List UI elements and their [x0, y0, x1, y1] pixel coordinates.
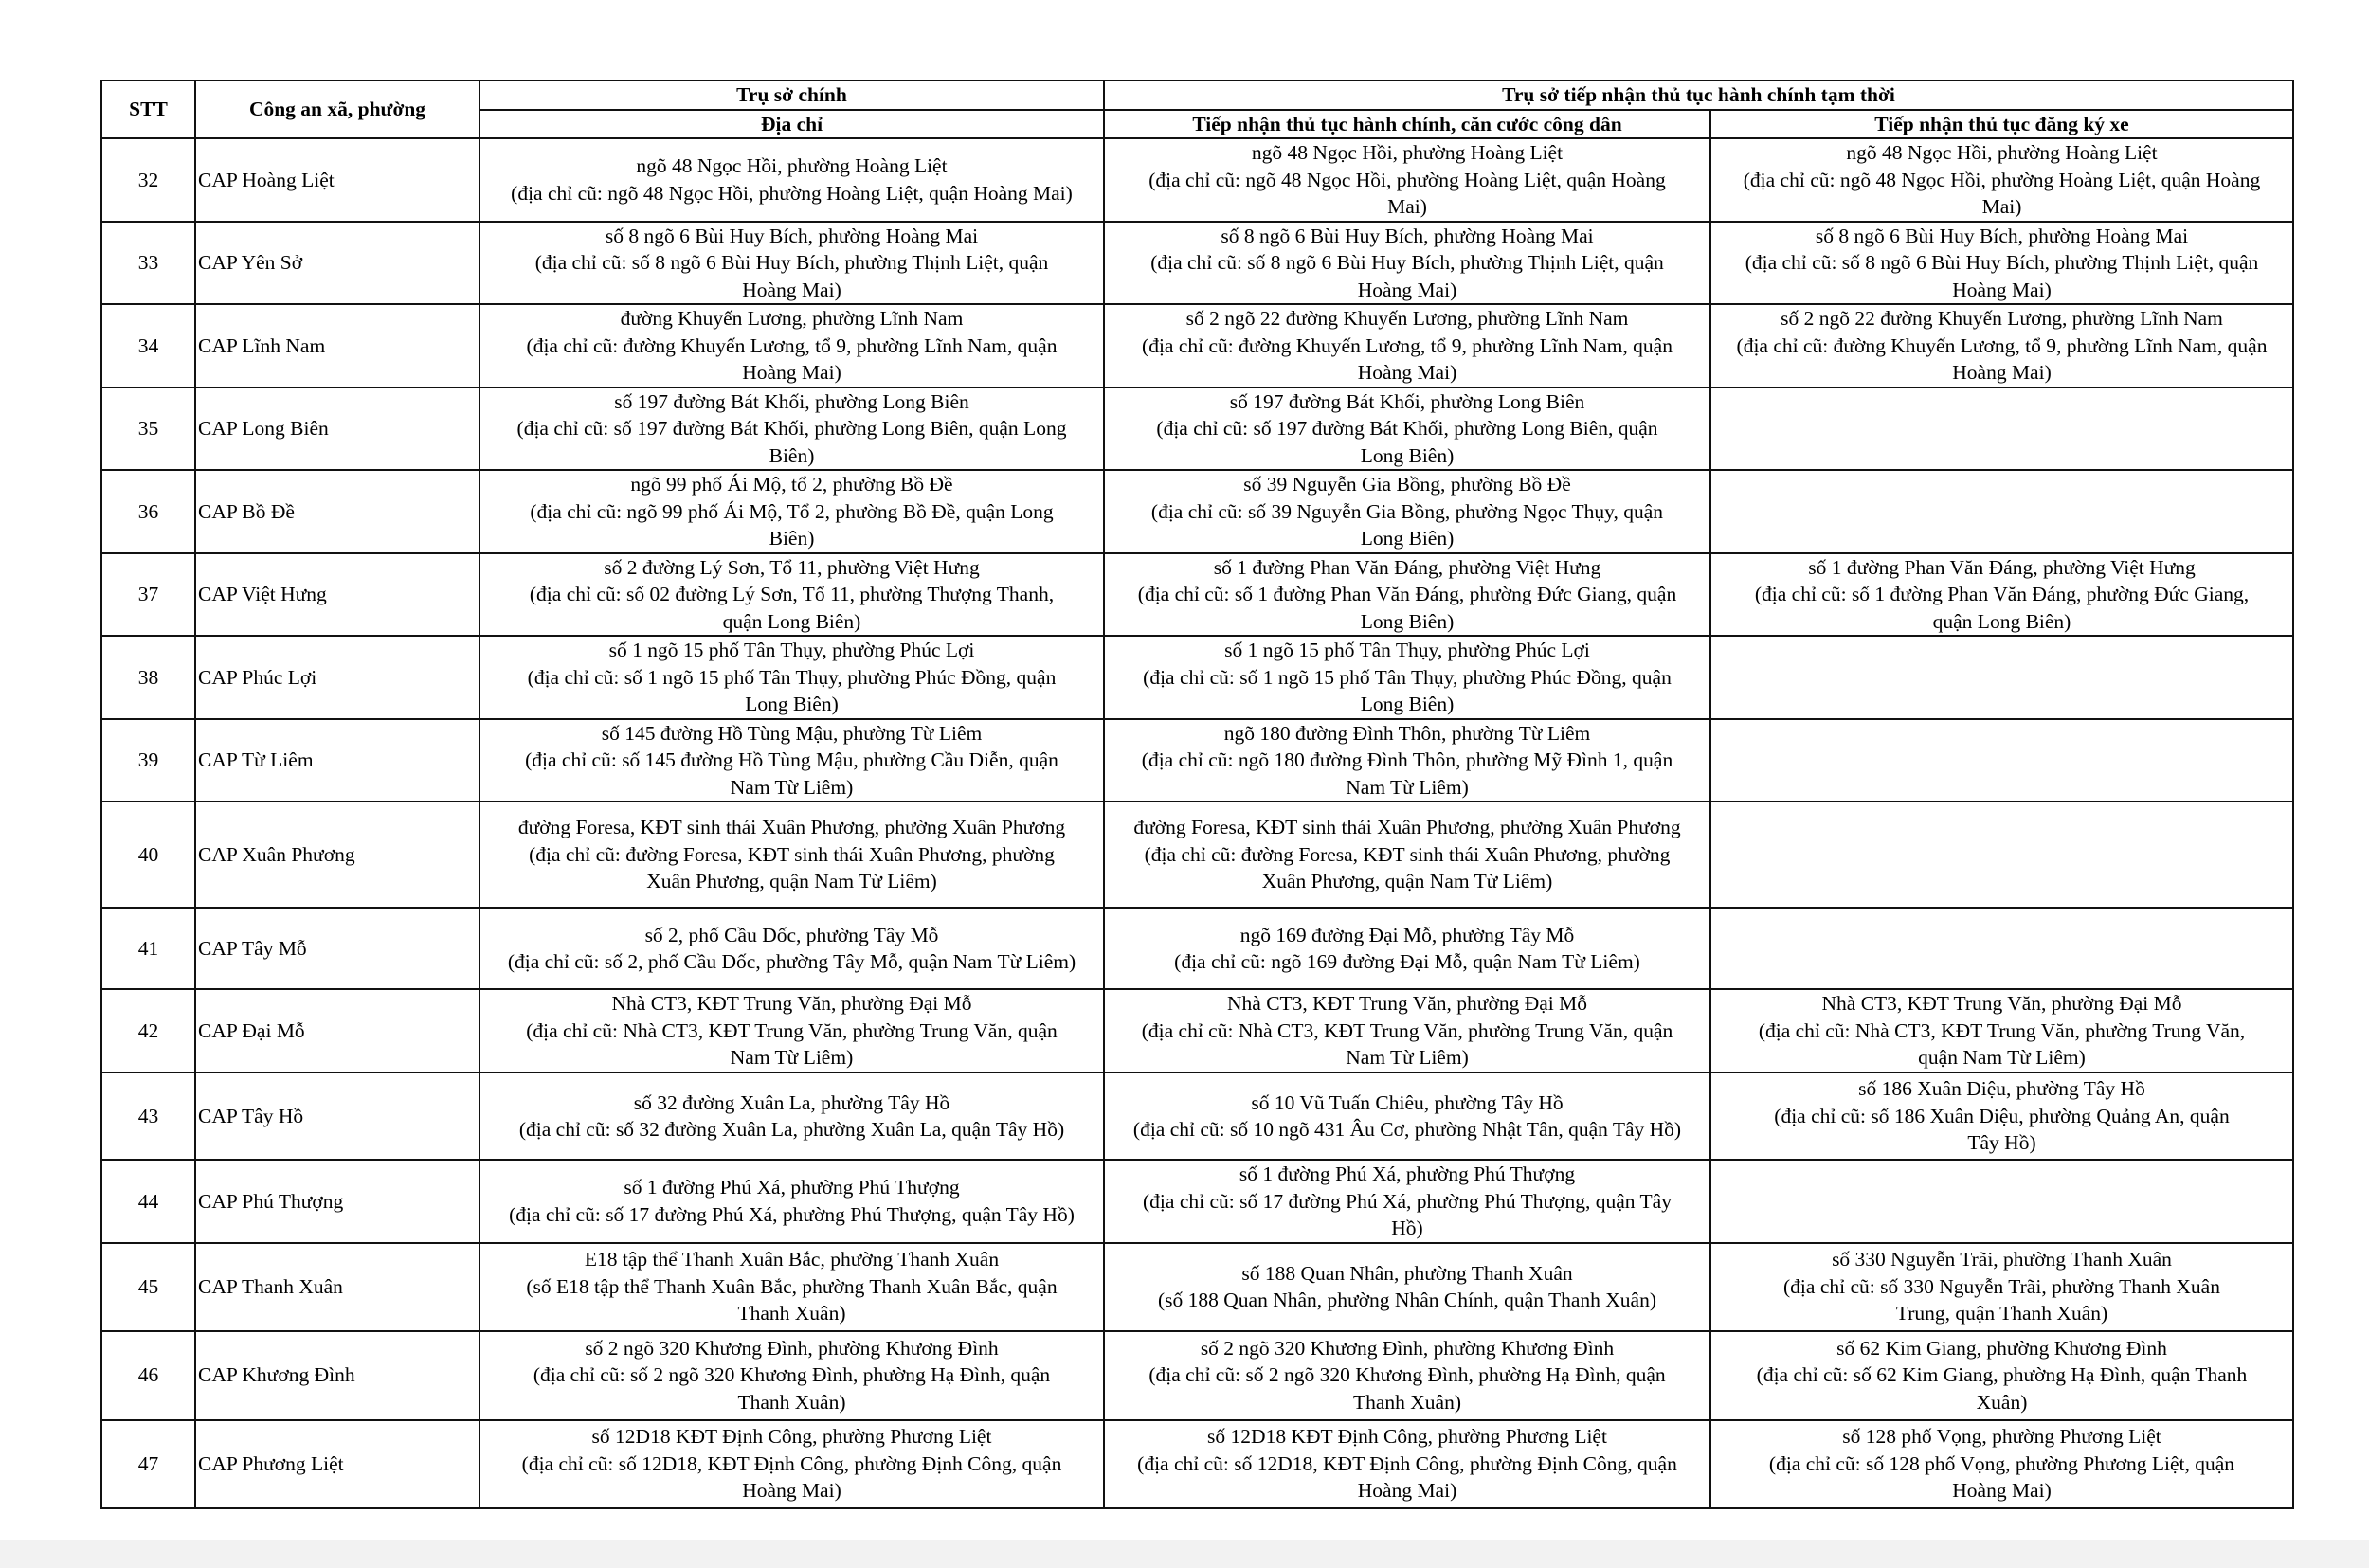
- vehicle-registration-address-line: Tây Hồ): [1967, 1131, 2036, 1155]
- header-main-office: Trụ sở chính: [479, 81, 1104, 110]
- admin-procedure-address-line: ngõ 169 đường Đại Mỗ, phường Tây Mỗ: [1239, 923, 1575, 946]
- row-unit-name: CAP Lĩnh Nam: [195, 304, 479, 387]
- admin-procedure-address-line: số 1 ngõ 15 phố Tân Thụy, phường Phúc Lợi: [1224, 639, 1590, 661]
- admin-procedure-address-line: Nhà CT3, KĐT Trung Văn, phường Đại Mỗ: [1227, 992, 1587, 1016]
- admin-procedure-address-line: (địa chỉ cũ: số 1 đường Phan Văn Đáng, phường Đức Giang, quận: [1137, 583, 1677, 605]
- admin-procedure-address-line: (số 188 Quan Nhân, phường Nhân Chính, quận Thanh Xuân): [1157, 1289, 1656, 1311]
- table-header: [101, 81, 2293, 138]
- vehicle-registration-address-cell: [1710, 719, 2293, 802]
- table-row: [101, 553, 2293, 637]
- admin-procedure-address-cell: [1104, 1243, 1710, 1331]
- vehicle-registration-address-line: số 62 Kim Giang, phường Khương Đình: [1836, 1336, 2167, 1360]
- row-stt: 39: [101, 719, 195, 802]
- main-office-address-line: số 2 ngõ 320 Khương Đình, phường Khương Đình: [585, 1336, 999, 1360]
- admin-procedure-address-line: Thanh Xuân): [1352, 1390, 1462, 1414]
- row-unit-name: CAP Xuân Phương: [195, 802, 479, 908]
- admin-procedure-address-cell: [1104, 1420, 1710, 1508]
- admin-procedure-address-line: số 10 Vũ Tuấn Chiêu, phường Tây Hồ: [1251, 1090, 1564, 1114]
- row-unit-name: CAP Từ Liêm: [195, 719, 479, 802]
- admin-procedure-address-cell: [1104, 636, 1710, 719]
- main-office-address-cell: [479, 470, 1104, 553]
- row-stt: 36: [101, 470, 195, 553]
- main-office-address-line: (địa chỉ cũ: số 32 đường Xuân La, phường Xuân La, quận Tây Hồ): [518, 1118, 1065, 1141]
- table-row: [101, 908, 2293, 989]
- main-office-address-line: số 145 đường Hồ Tùng Mậu, phường Từ Liêm: [601, 721, 983, 745]
- table-row: [101, 802, 2293, 908]
- admin-procedure-address-line: (địa chỉ cũ: Nhà CT3, KĐT Trung Văn, phường Trung Văn, quận: [1141, 1018, 1673, 1042]
- header-unit: Công an xã, phường: [195, 81, 479, 138]
- admin-procedure-address-cell: [1104, 387, 1710, 471]
- vehicle-registration-address-line: (địa chỉ cũ: số 1 đường Phan Văn Đáng, phường Đức Giang,: [1754, 583, 2250, 605]
- main-office-address-line: (địa chỉ cũ: số 2, phố Cầu Dốc, phường Tây Mỗ, quận Nam Từ Liêm): [507, 950, 1076, 973]
- vehicle-registration-address-line: số 330 Nguyễn Trãi, phường Thanh Xuân: [1832, 1248, 2172, 1271]
- row-unit-name: CAP Phúc Lợi: [195, 636, 479, 719]
- admin-procedure-address-line: Hoàng Mai): [1357, 1479, 1457, 1503]
- admin-procedure-address-line: (địa chỉ cũ: số 10 ngõ 431 Âu Cơ, phường Nhật Tân, quận Tây Hồ): [1132, 1118, 1682, 1141]
- vehicle-registration-address-line: (địa chỉ cũ: ngõ 48 Ngọc Hồi, phường Hoàng Liệt, quận Hoàng: [1743, 168, 2261, 191]
- main-office-address-line: quận Long Biên): [722, 609, 861, 633]
- table-row: [101, 1331, 2293, 1420]
- main-office-address-line: Hoàng Mai): [742, 361, 841, 384]
- row-unit-name: CAP Long Biên: [195, 387, 479, 471]
- row-stt: 47: [101, 1420, 195, 1508]
- row-stt: 32: [101, 138, 195, 222]
- main-office-address-line: Nhà CT3, KĐT Trung Văn, phường Đại Mỗ: [611, 992, 972, 1016]
- main-office-address-cell: [479, 908, 1104, 989]
- admin-procedure-address-line: đường Foresa, KĐT sinh thái Xuân Phương, phường Xuân Phương: [1133, 816, 1681, 839]
- admin-procedure-address-line: (địa chỉ cũ: số 8 ngõ 6 Bùi Huy Bích, phường Thịnh Liệt, quận: [1150, 251, 1664, 274]
- vehicle-registration-address-line: Hoàng Mai): [1952, 278, 2052, 301]
- main-office-address-cell: [479, 304, 1104, 387]
- main-office-address-line: Hoàng Mai): [742, 278, 841, 301]
- table-row: [101, 222, 2293, 305]
- header-vehicle: Tiếp nhận thủ tục đăng ký xe: [1710, 110, 2293, 139]
- vehicle-registration-address-line: Hoàng Mai): [1952, 361, 2052, 384]
- table-row: [101, 1420, 2293, 1508]
- admin-procedure-address-cell: [1104, 908, 1710, 989]
- header-address: Địa chỉ: [479, 110, 1104, 139]
- main-office-address-line: đường Khuyến Lương, phường Lĩnh Nam: [620, 307, 964, 330]
- main-office-address-cell: [479, 1420, 1104, 1508]
- admin-procedure-address-line: số 1 đường Phan Văn Đáng, phường Việt Hưng: [1213, 555, 1601, 579]
- admin-procedure-address-line: Nam Từ Liêm): [1346, 1046, 1469, 1070]
- vehicle-registration-address-line: số 2 ngõ 22 đường Khuyến Lương, phường Lĩnh Nam: [1781, 307, 2223, 330]
- vehicle-registration-address-cell: [1710, 802, 2293, 908]
- admin-procedure-address-line: ngõ 48 Ngọc Hồi, phường Hoàng Liệt: [1251, 141, 1564, 164]
- main-office-address-line: Thanh Xuân): [737, 1390, 846, 1414]
- main-office-address-line: Hoàng Mai): [742, 1479, 841, 1503]
- main-office-address-cell: [479, 138, 1104, 222]
- table-body: [101, 138, 2293, 1508]
- admin-procedure-address-line: Long Biên): [1360, 609, 1455, 633]
- admin-procedure-address-line: (địa chỉ cũ: số 12D18, KĐT Định Công, phường Định Công, quận: [1137, 1451, 1677, 1475]
- row-unit-name: CAP Đại Mỗ: [195, 989, 479, 1072]
- main-office-address-cell: [479, 1160, 1104, 1243]
- vehicle-registration-address-line: quận Long Biên): [1932, 609, 2071, 633]
- main-office-address-line: (số E18 tập thể Thanh Xuân Bắc, phường Thanh Xuân Bắc, quận: [526, 1274, 1058, 1298]
- vehicle-registration-address-line: số 128 phố Vọng, phường Phương Liệt: [1842, 1425, 2161, 1449]
- vehicle-registration-address-line: Mai): [1981, 195, 2022, 218]
- table-row: [101, 719, 2293, 802]
- main-office-address-line: (địa chỉ cũ: số 2 ngõ 320 Khương Đình, phường Hạ Đình, quận: [533, 1363, 1051, 1387]
- main-office-address-cell: [479, 989, 1104, 1072]
- row-unit-name: CAP Tây Mỗ: [195, 908, 479, 989]
- row-stt: 37: [101, 553, 195, 637]
- table-row: [101, 470, 2293, 553]
- main-office-address-line: Long Biên): [745, 693, 839, 715]
- vehicle-registration-address-line: ngõ 48 Ngọc Hồi, phường Hoàng Liệt: [1846, 141, 2158, 164]
- police-office-table: [100, 80, 2294, 1509]
- vehicle-registration-address-line: (địa chỉ cũ: số 186 Xuân Diệu, phường Quảng An, quận: [1774, 1104, 2230, 1127]
- admin-procedure-address-cell: [1104, 304, 1710, 387]
- admin-procedure-address-line: (địa chỉ cũ: ngõ 169 đường Đại Mỗ, quận Nam Từ Liêm): [1174, 950, 1640, 973]
- vehicle-registration-address-line: (địa chỉ cũ: đường Khuyến Lương, tổ 9, phường Lĩnh Nam, quận: [1736, 333, 2268, 357]
- row-stt: 35: [101, 387, 195, 471]
- main-office-address-line: số 1 ngõ 15 phố Tân Thụy, phường Phúc Lợi: [608, 639, 975, 661]
- main-office-address-line: (địa chỉ cũ: số 1 ngõ 15 phố Tân Thụy, phường Phúc Đồng, quận: [527, 665, 1057, 689]
- admin-procedure-address-line: (địa chỉ cũ: số 197 đường Bát Khối, phường Long Biên, quận: [1156, 417, 1658, 440]
- admin-procedure-address-line: số 197 đường Bát Khối, phường Long Biên: [1229, 389, 1585, 413]
- admin-procedure-address-cell: [1104, 802, 1710, 908]
- row-unit-name: CAP Khương Đình: [195, 1331, 479, 1420]
- main-office-address-cell: [479, 387, 1104, 471]
- admin-procedure-address-cell: [1104, 470, 1710, 553]
- main-office-address-line: Biên): [769, 527, 815, 550]
- row-unit-name: CAP Tây Hồ: [195, 1072, 479, 1160]
- main-office-address-line: số 2 đường Lý Sơn, Tổ 11, phường Việt Hưng: [604, 555, 980, 579]
- table-row: [101, 636, 2293, 719]
- vehicle-registration-address-cell: [1710, 304, 2293, 387]
- admin-procedure-address-cell: [1104, 553, 1710, 637]
- admin-procedure-address-line: (địa chỉ cũ: số 39 Nguyễn Gia Bồng, phường Ngọc Thụy, quận: [1150, 499, 1664, 523]
- main-office-address-line: số 12D18 KĐT Định Công, phường Phương Liệt: [591, 1425, 992, 1449]
- row-stt: 41: [101, 908, 195, 989]
- main-office-address-cell: [479, 1072, 1104, 1160]
- vehicle-registration-address-line: Xuân): [1976, 1390, 2028, 1414]
- vehicle-registration-address-cell: [1710, 989, 2293, 1072]
- vehicle-registration-address-cell: [1710, 553, 2293, 637]
- main-office-address-line: Xuân Phương, quận Nam Từ Liêm): [646, 870, 937, 893]
- main-office-address-line: (địa chỉ cũ: số 197 đường Bát Khối, phường Long Biên, quận Long: [516, 417, 1067, 440]
- table-row: [101, 387, 2293, 471]
- row-unit-name: CAP Phú Thượng: [195, 1160, 479, 1243]
- vehicle-registration-address-line: (địa chỉ cũ: số 8 ngõ 6 Bùi Huy Bích, phường Thịnh Liệt, quận: [1745, 251, 2259, 274]
- main-office-address-cell: [479, 553, 1104, 637]
- admin-procedure-address-line: số 12D18 KĐT Định Công, phường Phương Liệt: [1207, 1425, 1607, 1449]
- header-temp-office: Trụ sở tiếp nhận thủ tục hành chính tạm thời: [1104, 81, 2293, 110]
- vehicle-registration-address-line: số 186 Xuân Diệu, phường Tây Hồ: [1858, 1077, 2145, 1101]
- admin-procedure-address-line: (địa chỉ cũ: ngõ 48 Ngọc Hồi, phường Hoàng Liệt, quận Hoàng: [1148, 168, 1666, 191]
- main-office-address-line: (địa chỉ cũ: ngõ 99 phố Ái Mộ, Tổ 2, phường Bồ Đề, quận Long: [530, 499, 1054, 523]
- vehicle-registration-address-line: Hoàng Mai): [1952, 1479, 2052, 1503]
- row-stt: 33: [101, 222, 195, 305]
- row-stt: 45: [101, 1243, 195, 1331]
- admin-procedure-address-line: Long Biên): [1360, 527, 1455, 550]
- row-stt: 34: [101, 304, 195, 387]
- vehicle-registration-address-cell: [1710, 908, 2293, 989]
- table-row: [101, 304, 2293, 387]
- admin-procedure-address-line: ngõ 180 đường Đình Thôn, phường Từ Liêm: [1223, 721, 1591, 745]
- admin-procedure-address-line: Long Biên): [1360, 693, 1455, 715]
- admin-procedure-address-line: số 39 Nguyễn Gia Bồng, phường Bồ Đề: [1243, 473, 1571, 496]
- row-unit-name: CAP Việt Hưng: [195, 553, 479, 637]
- main-office-address-line: số 2, phố Cầu Dốc, phường Tây Mỗ: [644, 923, 939, 946]
- main-office-address-line: số 32 đường Xuân La, phường Tây Hồ: [633, 1090, 950, 1114]
- table-row: [101, 1160, 2293, 1243]
- admin-procedure-address-line: (địa chỉ cũ: số 17 đường Phú Xá, phường Phú Thượng, quận Tây: [1143, 1189, 1672, 1213]
- main-office-address-line: Nam Từ Liêm): [730, 1046, 854, 1070]
- table-row: [101, 138, 2293, 222]
- table-row: [101, 1243, 2293, 1331]
- row-unit-name: CAP Yên Sở: [195, 222, 479, 305]
- main-office-address-line: số 197 đường Bát Khối, phường Long Biên: [614, 389, 969, 413]
- table-row: [101, 989, 2293, 1072]
- main-office-address-line: ngõ 99 phố Ái Mộ, tổ 2, phường Bồ Đề: [630, 473, 953, 496]
- admin-procedure-address-line: số 2 ngõ 320 Khương Đình, phường Khương Đình: [1200, 1336, 1615, 1360]
- vehicle-registration-address-cell: [1710, 138, 2293, 222]
- vehicle-registration-address-line: Trung, quận Thanh Xuân): [1895, 1302, 2108, 1325]
- admin-procedure-address-line: (địa chỉ cũ: ngõ 180 đường Đình Thôn, phường Mỹ Đình 1, quận: [1141, 748, 1673, 771]
- admin-procedure-address-line: số 188 Quan Nhân, phường Thanh Xuân: [1241, 1261, 1573, 1285]
- main-office-address-line: (địa chỉ cũ: số 12D18, KĐT Định Công, phường Định Công, quận: [521, 1451, 1062, 1475]
- admin-procedure-address-line: Xuân Phương, quận Nam Từ Liêm): [1261, 870, 1553, 893]
- main-office-address-cell: [479, 802, 1104, 908]
- row-unit-name: CAP Phương Liệt: [195, 1420, 479, 1508]
- admin-procedure-address-line: Hoàng Mai): [1357, 361, 1457, 384]
- vehicle-registration-address-cell: [1710, 387, 2293, 471]
- vehicle-registration-address-cell: [1710, 222, 2293, 305]
- main-office-address-cell: [479, 1243, 1104, 1331]
- main-office-address-line: (địa chỉ cũ: số 02 đường Lý Sơn, Tổ 11, phường Thượng Thanh,: [529, 583, 1055, 605]
- header-stt: STT: [101, 81, 195, 138]
- vehicle-registration-address-line: (địa chỉ cũ: số 330 Nguyễn Trãi, phường Thanh Xuân: [1783, 1274, 2220, 1298]
- admin-procedure-address-cell: [1104, 138, 1710, 222]
- main-office-address-line: Biên): [769, 443, 815, 467]
- admin-procedure-address-cell: [1104, 1160, 1710, 1243]
- main-office-address-line: số 1 đường Phú Xá, phường Phú Thượng: [624, 1176, 960, 1199]
- main-office-address-line: (địa chỉ cũ: số 17 đường Phú Xá, phường Phú Thượng, quận Tây Hồ): [509, 1202, 1075, 1226]
- main-office-address-line: (địa chỉ cũ: số 145 đường Hồ Tùng Mậu, phường Cầu Diễn, quận: [525, 748, 1058, 771]
- vehicle-registration-address-line: quận Nam Từ Liêm): [1918, 1046, 2086, 1070]
- vehicle-registration-address-cell: [1710, 1420, 2293, 1508]
- main-office-address-line: (địa chỉ cũ: số 8 ngõ 6 Bùi Huy Bích, phường Thịnh Liệt, quận: [534, 251, 1049, 274]
- admin-procedure-address-line: số 2 ngõ 22 đường Khuyến Lương, phường Lĩnh Nam: [1185, 307, 1629, 330]
- vehicle-registration-address-line: (địa chỉ cũ: Nhà CT3, KĐT Trung Văn, phường Trung Văn,: [1758, 1018, 2246, 1042]
- row-stt: 43: [101, 1072, 195, 1160]
- admin-procedure-address-line: (địa chỉ cũ: số 1 ngõ 15 phố Tân Thụy, phường Phúc Đồng, quận: [1143, 665, 1672, 689]
- vehicle-registration-address-cell: [1710, 470, 2293, 553]
- table-row: [101, 1072, 2293, 1160]
- vehicle-registration-address-cell: [1710, 1243, 2293, 1331]
- admin-procedure-address-line: Nam Từ Liêm): [1346, 775, 1469, 799]
- main-office-address-line: E18 tập thể Thanh Xuân Bắc, phường Thanh Xuân: [584, 1248, 1000, 1271]
- row-stt: 38: [101, 636, 195, 719]
- row-unit-name: CAP Hoàng Liệt: [195, 138, 479, 222]
- admin-procedure-address-line: (địa chỉ cũ: số 2 ngõ 320 Khương Đình, phường Hạ Đình, quận: [1148, 1363, 1666, 1387]
- vehicle-registration-address-cell: [1710, 1160, 2293, 1243]
- main-office-address-cell: [479, 222, 1104, 305]
- row-unit-name: CAP Thanh Xuân: [195, 1243, 479, 1331]
- main-office-address-line: số 8 ngõ 6 Bùi Huy Bích, phường Hoàng Mai: [605, 224, 979, 247]
- admin-procedure-address-cell: [1104, 719, 1710, 802]
- admin-procedure-address-line: số 8 ngõ 6 Bùi Huy Bích, phường Hoàng Mai: [1221, 224, 1594, 247]
- main-office-address-line: (địa chỉ cũ: đường Khuyến Lương, tổ 9, phường Lĩnh Nam, quận: [526, 333, 1058, 357]
- admin-procedure-address-line: Mai): [1387, 195, 1427, 218]
- admin-procedure-address-cell: [1104, 989, 1710, 1072]
- admin-procedure-address-line: Hoàng Mai): [1357, 278, 1457, 301]
- vehicle-registration-address-cell: [1710, 636, 2293, 719]
- admin-procedure-address-cell: [1104, 1072, 1710, 1160]
- admin-procedure-address-line: số 1 đường Phú Xá, phường Phú Thượng: [1239, 1162, 1576, 1185]
- vehicle-registration-address-line: số 8 ngõ 6 Bùi Huy Bích, phường Hoàng Mai: [1815, 224, 2189, 247]
- vehicle-registration-address-cell: [1710, 1072, 2293, 1160]
- main-office-address-line: (địa chỉ cũ: Nhà CT3, KĐT Trung Văn, phường Trung Văn, quận: [526, 1018, 1058, 1042]
- vehicle-registration-address-line: (địa chỉ cũ: số 62 Kim Giang, phường Hạ Đình, quận Thanh: [1756, 1363, 2248, 1387]
- admin-procedure-address-line: (địa chỉ cũ: đường Foresa, KĐT sinh thái Xuân Phương, phường: [1144, 842, 1671, 866]
- main-office-address-line: ngõ 48 Ngọc Hồi, phường Hoàng Liệt: [636, 154, 948, 178]
- main-office-address-line: (địa chỉ cũ: ngõ 48 Ngọc Hồi, phường Hoàng Liệt, quận Hoàng Mai): [511, 181, 1073, 205]
- main-office-address-line: đường Foresa, KĐT sinh thái Xuân Phương, phường Xuân Phương: [517, 816, 1066, 839]
- row-unit-name: CAP Bồ Đề: [195, 470, 479, 553]
- main-office-address-cell: [479, 719, 1104, 802]
- row-stt: 42: [101, 989, 195, 1072]
- admin-procedure-address-line: Hồ): [1391, 1217, 1423, 1239]
- row-stt: 46: [101, 1331, 195, 1420]
- header-admin-id: Tiếp nhận thủ tục hành chính, căn cước công dân: [1104, 110, 1710, 139]
- main-office-address-cell: [479, 636, 1104, 719]
- row-stt: 40: [101, 802, 195, 908]
- main-office-address-line: Thanh Xuân): [737, 1302, 846, 1325]
- vehicle-registration-address-line: (địa chỉ cũ: số 128 phố Vọng, phường Phương Liệt, quận: [1768, 1451, 2235, 1475]
- admin-procedure-address-cell: [1104, 222, 1710, 305]
- main-office-address-line: Nam Từ Liêm): [730, 775, 854, 799]
- vehicle-registration-address-line: số 1 đường Phan Văn Đáng, phường Việt Hưng: [1808, 555, 2196, 579]
- row-stt: 44: [101, 1160, 195, 1243]
- main-office-address-cell: [479, 1331, 1104, 1420]
- admin-procedure-address-line: (địa chỉ cũ: đường Khuyến Lương, tổ 9, phường Lĩnh Nam, quận: [1142, 333, 1673, 357]
- vehicle-registration-address-cell: [1710, 1331, 2293, 1420]
- vehicle-registration-address-line: Nhà CT3, KĐT Trung Văn, phường Đại Mỗ: [1821, 992, 2182, 1016]
- admin-procedure-address-line: Long Biên): [1360, 443, 1455, 467]
- admin-procedure-address-cell: [1104, 1331, 1710, 1420]
- main-office-address-line: (địa chỉ cũ: đường Foresa, KĐT sinh thái Xuân Phương, phường: [529, 842, 1055, 866]
